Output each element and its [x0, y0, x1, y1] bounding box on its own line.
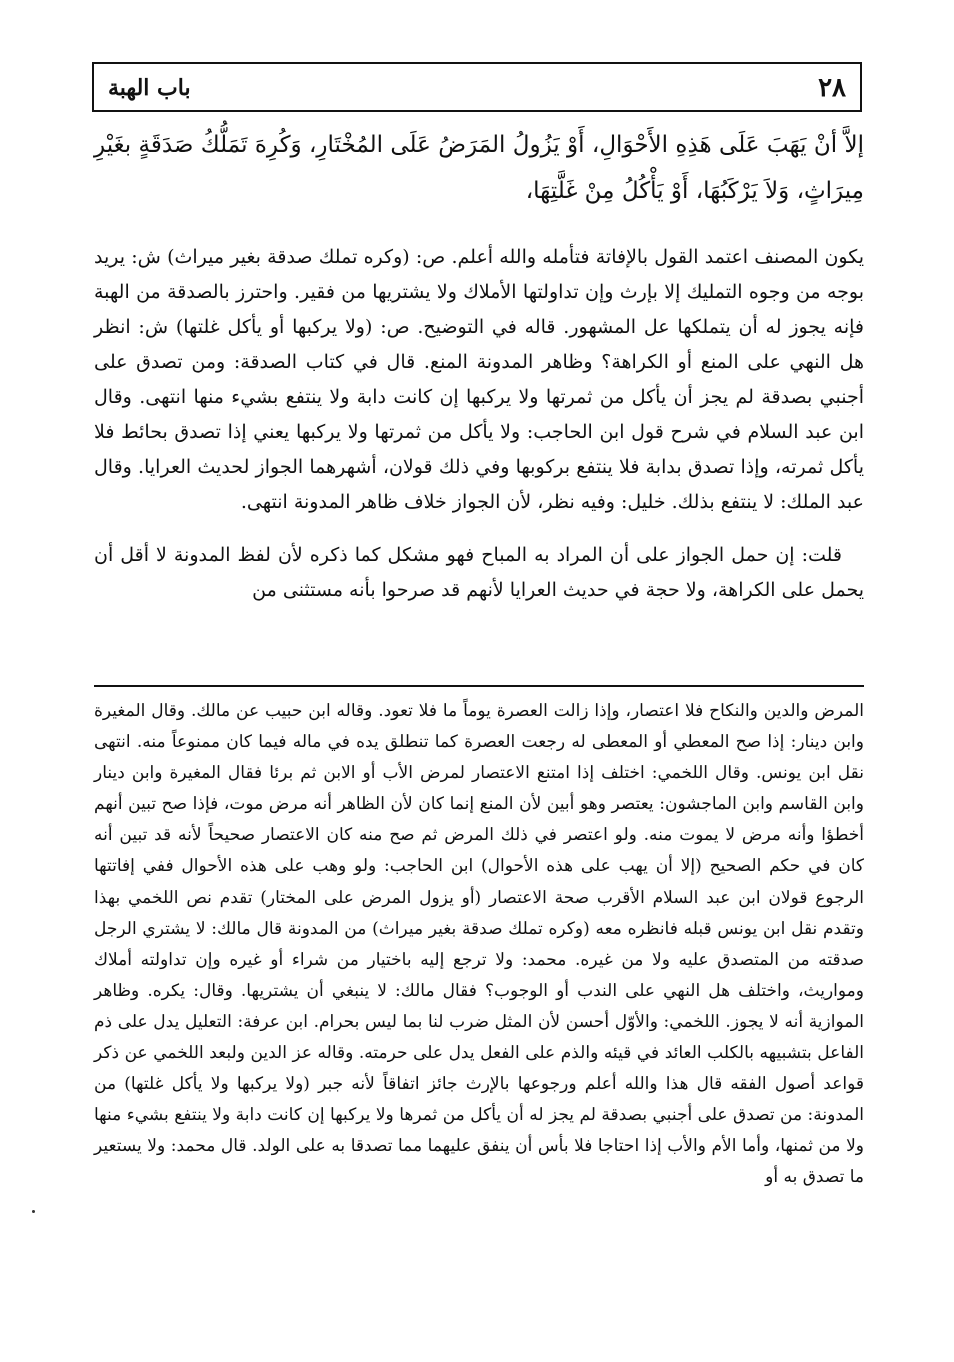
matn-text-block — [94, 122, 864, 214]
commentary-paragraph-2: قلت: إن حمل الجواز على أن المراد به المباح فهو مشكل كما ذكره لأن لفظ المدونة لا أقل أن يحمل على الكراهة، ولا حجة في حديث العرايا لأنهم قد صرحوا بأنه مستثنى من — [94, 544, 864, 601]
commentary-block — [94, 240, 864, 608]
scan-speck — [32, 1210, 35, 1213]
footnote-divider — [94, 685, 864, 687]
page-header — [92, 62, 862, 112]
matn-paragraph: إلاَّ أنْ يَهَبَ عَلَى هَذِهِ الأَحْوَالِ، أَوْ يَزُولُ المَرَضُ عَلَى المُخْتَارِ، وَكُرِهَ تَمَلُّكُ صَدَقَةٍ بغَيْرِ مِيرَاثٍ، وَلاَ يَرْكَبُهَا، أَوْ يَأْكُلُ مِنْ غَلَّتِهَا، — [94, 132, 864, 204]
footnote-paragraph: المرض والدين والنكاح فلا اعتصار، وإذا زالت العصرة يوماً ما فلا تعود. وقاله ابن حبيب عن مالك. وقال المغيرة وابن دينار: إذا صح المعطي أو المعطى له رجعت العصرة كما تنطلق يده في ماله فيما كان ممنوعاً منه. انتهى نقل ابن يونس. وقال اللخمي: اختلف إذا امتنع الاعتصار لمرض الأب أو الابن ثم برئا فقال المغيرة وابن دينار وابن القاسم وابن الماجشون: يعتصر وهو أبين لأن المنع إنما كان لأن الظاهر أنه مرض موت، فإذا صح تبين أنهم أخطؤا وأنه مرض لا يموت منه. ولو اعتصر في ذلك المرض ثم صح منه كان الاعتصار صحيحاً لأنه قد تبين أنه كان في حكم الصحيح (إلا أن يهب على هذه الأحوال) ابن الحاجب: ولو وهب على هذه الأحوال ففي إفاتتها الرجوع قولان ابن عبد السلام الأقرب صحة الاعتصار (أو يزول المرض على المختار) تقدم نص اللخمي بهذا وتقدم نقل ابن يونس قبله فانظره معه (وكره تملك صدقة بغير ميراث) من المدونة قال مالك: لا يشتري الرجل صدقته من المتصدق عليه ولا من غيره. محمد: ولا ترجع إليه باختيار من شراء أو غيره وإن تداولته أملاك ومواريث، واختلف هل النهي على الندب أو الوجوب؟ فقال مالك: لا ينبغي أن يشتريها. وقال: يكره. وظاهر الموازية أنه لا يجوز. اللخمي: والأوّل أحسن لأن المثل ضرب لنا بما ليس بحرام. ابن عرفة: التعليل يدل على ذم الفاعل بتشبيهه بالكلب العائد في قيئه والذم على الفعل يدل على حرمته. وقاله عز الدين ولبعد اللخمي عن ذكر قواعد أصول الفقه قال هذا والله أعلم ورجوعها بالإرث جائز اتفاقاً لأنه جبر (ولا يركبها ولا يأكل غلتها) من المدونة: من تصدق على أجنبي بصدقة لم يجز له أن يأكل من ثمرها ولا يركبها إن كانت دابة ولا ينتفع بشيء منها ولا من ثمنها، وأما الأم والأب إذا احتاجا فلا بأس أن ينفق عليهما مما تصدقا به على الولد. قال محمد: ولا يستعير ما تصدق به أو — [94, 701, 864, 1188]
commentary-paragraph-1: يكون المصنف اعتمد القول بالإفاتة فتأمله والله أعلم. ص: (وكره تملك صدقة بغير ميراث) ش: يريد بوجه من وجوه التمليك إلا بإرث وإن تداولتها الأملاك ولا يشتريها من فقير. واحترز بالصدقة من الهبة فإنه يجوز له أن يتملكها عل المشهور. قاله في التوضيح. ص: (ولا يركبها أو يأكل غلتها) ش: انظر هل النهي على المنع أو الكراهة؟ وظاهر المدونة المنع. قال في كتاب الصدقة: ومن تصدق على أجنبي بصدقة لم يجز أن يأكل من ثمرتها ولا يركبها إن كانت دابة ولا ينتفع بشيء منها انتهى. وقال ابن عبد السلام في شرح قول ابن الحاجب: ولا يأكل من ثمرتها ولا يركبها يعني إذا تصدق بحائط فلا يأكل ثمرته، وإذا تصدق بدابة فلا ينتفع بركوبها وفي ذلك قولان، أشهرهما الجواز لحديث العرايا. وقال عبد الملك: لا ينتفع بذلك. خليل: وفيه نظر، لأن الجواز خلاف ظاهر المدونة انتهى. — [94, 246, 864, 513]
page-number: ٢٨ — [818, 73, 846, 103]
chapter-title: باب الهبة — [108, 75, 191, 101]
footnote-block — [94, 696, 864, 1194]
